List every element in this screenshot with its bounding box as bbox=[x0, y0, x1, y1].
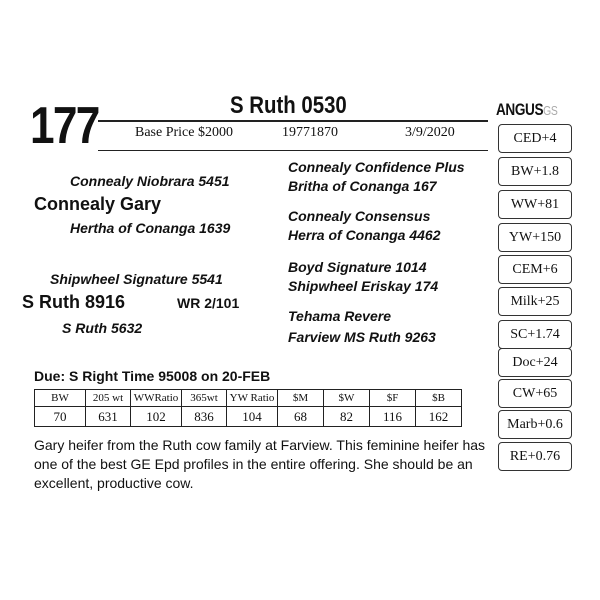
sd-sire: Connealy Consensus bbox=[288, 208, 431, 224]
table-header: $F bbox=[370, 390, 416, 407]
epd-box: Marb+0.6 bbox=[498, 410, 572, 439]
table-header: $M bbox=[278, 390, 324, 407]
table-header: 365wt bbox=[182, 390, 227, 407]
table-cell: 82 bbox=[324, 407, 370, 427]
registration-number: 19771870 bbox=[282, 125, 338, 140]
epd-box: CEM+6 bbox=[498, 255, 572, 284]
ss-dam: Britha of Conanga 167 bbox=[288, 178, 437, 194]
dd-sire: Tehama Revere bbox=[288, 308, 391, 324]
sire: Connealy Gary bbox=[34, 194, 162, 214]
table-header: $B bbox=[416, 390, 462, 407]
epd-box: CED+4 bbox=[498, 124, 572, 153]
table-cell: 104 bbox=[227, 407, 278, 427]
table-cell: 116 bbox=[370, 407, 416, 427]
table-row bbox=[35, 407, 462, 427]
table-cell: 70 bbox=[35, 407, 86, 427]
table-cell: 836 bbox=[182, 407, 227, 427]
epd-box: RE+0.76 bbox=[498, 442, 572, 471]
table-cell: 631 bbox=[86, 407, 131, 427]
dam: S Ruth 8916 bbox=[22, 292, 126, 312]
dam-ratio: WR 2/101 bbox=[177, 295, 240, 311]
table-cell: 162 bbox=[416, 407, 462, 427]
ds-sire: Boyd Signature 1014 bbox=[288, 259, 427, 275]
table-cell: 68 bbox=[278, 407, 324, 427]
table-header: WWRatio bbox=[131, 390, 182, 407]
table-cell: 102 bbox=[131, 407, 182, 427]
animal-name: S Ruth 0530 bbox=[230, 92, 347, 119]
table-header: YW Ratio bbox=[227, 390, 278, 407]
meta-divider bbox=[98, 150, 488, 151]
table-header: BW bbox=[35, 390, 86, 407]
sd-dam: Herra of Conanga 4462 bbox=[288, 227, 441, 243]
base-price: Base Price $2000 bbox=[135, 125, 233, 140]
service-due: Due: S Right Time 95008 on 20-FEB bbox=[34, 368, 271, 384]
breed-logo: ANGUSGS bbox=[496, 100, 558, 119]
sire-sire: Connealy Niobrara 5451 bbox=[70, 173, 230, 189]
ss-sire: Connealy Confidence Plus bbox=[288, 159, 465, 175]
table-header: $W bbox=[324, 390, 370, 407]
dam-dam: S Ruth 5632 bbox=[62, 320, 143, 336]
dam-sire: Shipwheel Signature 5541 bbox=[50, 271, 223, 287]
ds-dam: Shipwheel Eriskay 174 bbox=[288, 278, 439, 294]
title-divider bbox=[98, 120, 488, 122]
table-header: 205 wt bbox=[86, 390, 131, 407]
table-header-row bbox=[35, 390, 462, 407]
epd-box: CW+65 bbox=[498, 379, 572, 408]
dd-dam: Farview MS Ruth 9263 bbox=[288, 329, 436, 345]
birth-date: 3/9/2020 bbox=[405, 125, 455, 140]
performance-table bbox=[34, 389, 462, 427]
epd-box: BW+1.8 bbox=[498, 157, 572, 186]
sire-dam: Hertha of Conanga 1639 bbox=[70, 220, 231, 236]
epd-box: Milk+25 bbox=[498, 287, 572, 316]
epd-box: SC+1.74 bbox=[498, 320, 572, 349]
epd-box: WW+81 bbox=[498, 190, 572, 219]
epd-box: YW+150 bbox=[498, 223, 572, 252]
lot-description: Gary heifer from the Ruth cow family at Farview. This feminine heifer has one of the best GE Epd profiles in the entire offering. She should be an excellent, productive cow. bbox=[34, 437, 486, 491]
epd-box: Doc+24 bbox=[498, 348, 572, 377]
lot-number: 177 bbox=[30, 97, 99, 155]
